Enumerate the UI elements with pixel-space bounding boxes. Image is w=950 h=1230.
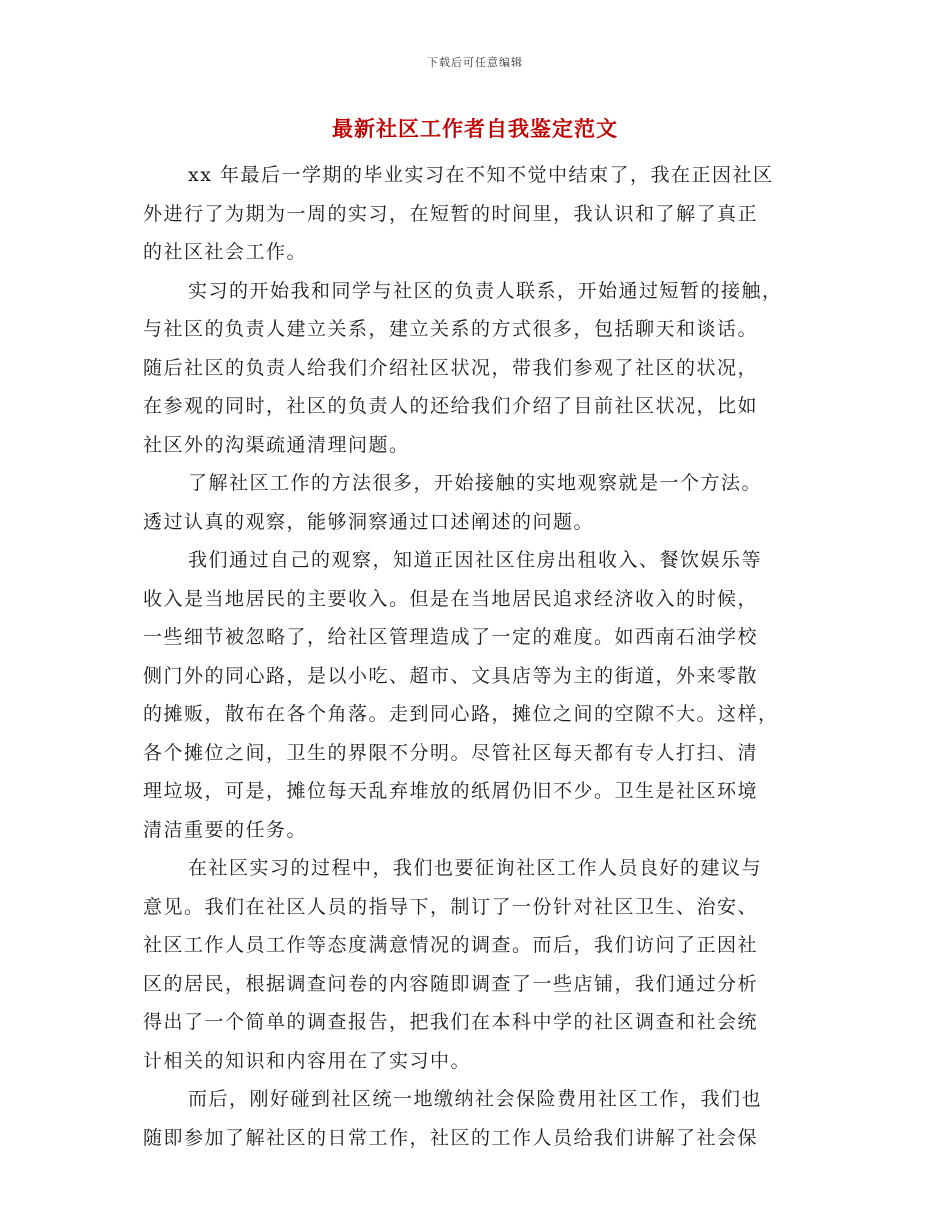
text-line: 社区外的沟渠疏通清理问题。	[143, 433, 410, 456]
text-line: 外进行了为期为一周的实习，在短暂的时间里，我认识和了解了真正	[143, 202, 759, 225]
text-line: 透过认真的观察，能够洞察通过口述阐述的问题。	[143, 510, 595, 533]
text-line: 各个摊位之间，卫生的界限不分明。尽管社区每天都有专人打扫、清	[143, 741, 759, 764]
text-line: 与社区的负责人建立关系，建立关系的方式很多，包括聊天和谈话。	[143, 318, 759, 340]
text-line: 清洁重要的任务。	[143, 818, 308, 841]
text-line: 的摊贩，散布在各个角落。走到同心路，摊位之间的空隙不大。这样，	[143, 703, 779, 725]
text-line: 随即参加了解社区的日常工作，社区的工作人员给我们讲解了社会保	[143, 1126, 759, 1149]
document-body	[143, 156, 807, 1157]
text-line: 社区工作人员工作等态度满意情况的调查。而后，我们访问了正因社	[143, 934, 759, 956]
text-line: 在参观的同时，社区的负责人的还给我们介绍了目前社区状况，比如	[143, 395, 759, 417]
text-line: 理垃圾，可是，摊位每天乱弃堆放的纸屑仍旧不少。卫生是社区环境	[143, 780, 759, 802]
text-line: 得出了一个简单的调查报告，把我们在本科中学的社区调查和社会统	[143, 1011, 759, 1033]
document-title: 最新社区工作者自我鉴定范文	[332, 116, 618, 141]
text-line: xx 年最后一学期的毕业实习在不知不觉中结束了，我在正因社区	[188, 164, 774, 186]
text-line: 而后，刚好碰到社区统一地缴纳社会保险费用社区工作，我们也	[188, 1088, 763, 1110]
text-line: 了解社区工作的方法很多，开始接触的实地观察就是一个方法。	[188, 472, 763, 494]
text-line: 一些细节被忽略了，给社区管理造成了一定的难度。如西南石油学校	[143, 626, 759, 648]
text-line: 计相关的知识和内容用在了实习中。	[143, 1049, 472, 1072]
text-line: 侧门外的同心路，是以小吃、超市、文具店等为主的街道，外来零散	[143, 664, 759, 687]
text-line: 的社区社会工作。	[143, 241, 308, 263]
text-line: 我们通过自己的观察，知道正因社区住房出租收入、餐饮娱乐等	[188, 549, 763, 571]
text-line: 实习的开始我和同学与社区的负责人联系，开始通过短暂的接触，	[188, 279, 783, 302]
text-line: 在社区实习的过程中，我们也要征询社区工作人员良好的建议与	[188, 857, 763, 879]
text-line: 随后社区的负责人给我们介绍社区状况，带我们参观了社区的状况，	[143, 356, 759, 379]
page-header-note: 下载后可任意编辑	[427, 56, 523, 69]
text-line: 意见。我们在社区人员的指导下，制订了一份针对社区卫生、治安、	[143, 895, 759, 918]
text-line: 区的居民，根据调查问卷的内容随即调查了一些店铺，我们通过分析	[143, 972, 759, 995]
text-line: 收入是当地居民的主要收入。但是在当地居民追求经济收入的时候，	[143, 587, 759, 610]
